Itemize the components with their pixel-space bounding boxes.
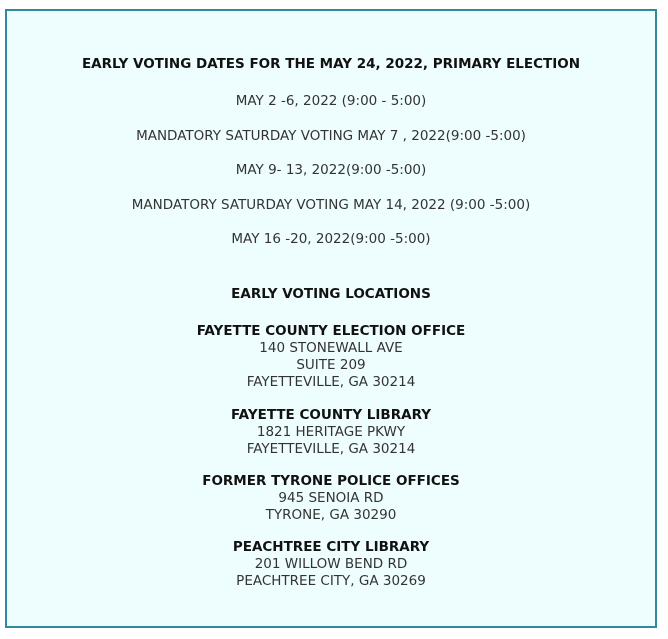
- date-line-5: MAY 16 -20, 2022(9:00 -5:00): [231, 231, 431, 247]
- location-address-line: FAYETTEVILLE, GA 30214: [246, 441, 416, 457]
- location-address-line: SUITE 209: [296, 357, 366, 373]
- location-address-line: 201 WILLOW BEND RD: [254, 556, 408, 572]
- early-voting-dates-heading: EARLY VOTING DATES FOR THE MAY 24, 2022, PRIMARY ELECTION: [81, 56, 581, 72]
- location-address-line: TYRONE, GA 30290: [265, 507, 397, 523]
- locations-heading: EARLY VOTING LOCATIONS: [231, 286, 431, 302]
- location-name: FAYETTE COUNTY ELECTION OFFICE: [196, 323, 466, 339]
- location-name: FORMER TYRONE POLICE OFFICES: [202, 473, 460, 489]
- date-line-2: MANDATORY SATURDAY VOTING MAY 7 , 2022(9:00 -5:00): [136, 128, 526, 144]
- location-county-library: [7, 407, 655, 458]
- location-address-line: 140 STONEWALL AVE: [259, 340, 403, 356]
- early-voting-panel: [5, 9, 657, 628]
- location-peachtree-library: [7, 539, 655, 590]
- location-address-line: PEACHTREE CITY, GA 30269: [236, 573, 426, 589]
- date-line-4: MANDATORY SATURDAY VOTING MAY 14, 2022 (9:00 -5:00): [131, 197, 531, 213]
- date-line-3: MAY 9- 13, 2022(9:00 -5:00): [235, 162, 427, 178]
- location-address-line: FAYETTEVILLE, GA 30214: [246, 374, 416, 390]
- date-line-1: MAY 2 -6, 2022 (9:00 - 5:00): [235, 93, 427, 109]
- location-address-line: 1821 HERITAGE PKWY: [256, 424, 406, 440]
- location-address-line: 945 SENOIA RD: [278, 490, 384, 506]
- location-tyrone-police: [7, 473, 655, 524]
- location-election-office: [7, 323, 655, 391]
- location-name: FAYETTE COUNTY LIBRARY: [231, 407, 431, 423]
- location-name: PEACHTREE CITY LIBRARY: [232, 539, 430, 555]
